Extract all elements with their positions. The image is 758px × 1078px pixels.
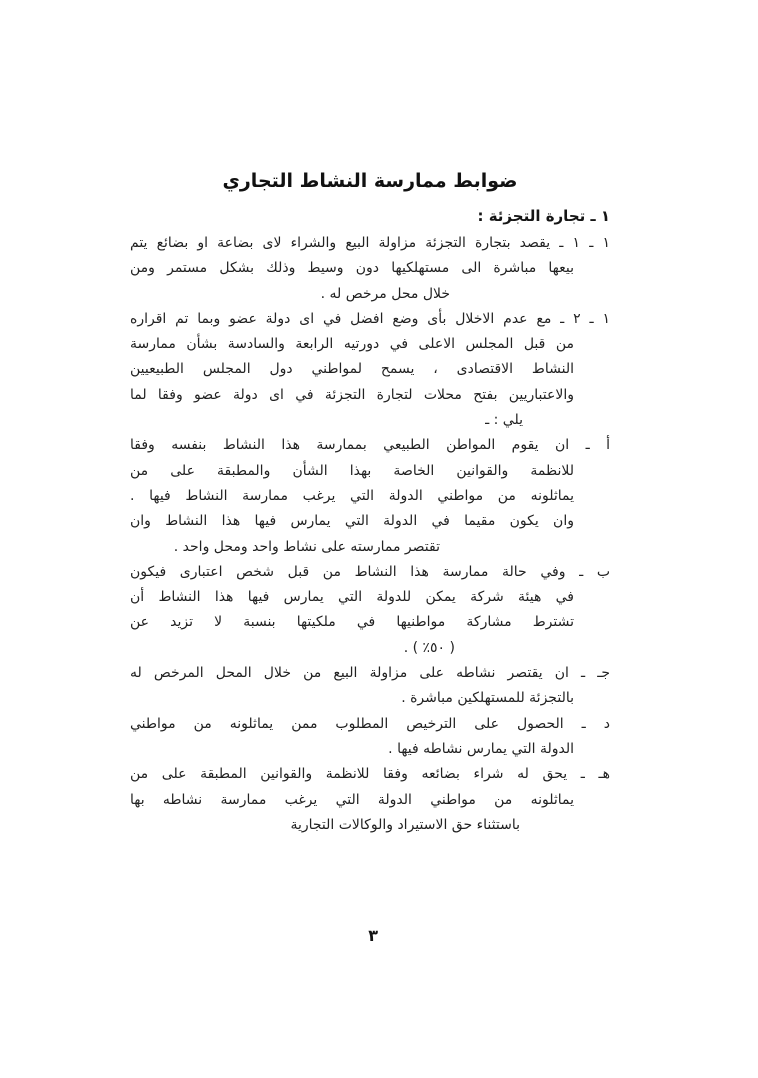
clause-dal [130,712,610,763]
page-title: ضوابط ممارسة النشاط التجاري [222,170,518,192]
text-line: ١ ـ ٢ ـ مع عدم الاخلال بأى وضع افضل في اى دولة عضو وبما تم اقراره [130,310,610,327]
text-line: خلال محل مرخص له . [320,285,450,302]
clause-b [130,560,610,661]
text-line: تشترط مشاركة مواطنيها في ملكيتها بنسبة لا تزيد عن [130,614,574,631]
text-line: بيعها مباشرة الى مستهلكيها دون وسيط وذلك بشكل مستمر ومن [130,260,574,277]
text-line: النشاط الاقتصادى ، يسمح لمواطني دول المجلس الطبيعيين [130,361,574,378]
text-line: وان يكون مقيما في الدولة التي يمارس فيها هذا النشاط وان [130,513,574,530]
clause-ha [130,762,610,838]
text-line: بالتجزئة للمستهلكين مباشرة . [401,690,574,707]
text-line: يلي : ـ [485,412,523,429]
text-line: والاعتباريين بفتح محلات لتجارة التجزئة في اى دولة عضو وفقا لما [130,386,574,403]
clause-a [130,433,610,559]
text-line: ١ ـ ١ ـ يقصد بتجارة التجزئة مزاولة البيع والشراء لاى بضاعة او بضائع يتم [130,235,610,251]
text-line: أ ـ ان يقوم المواطن الطبيعي بممارسة هذا النشاط بنفسه وفقا [130,437,610,454]
text-line: ( ٥٠٪ ) . [403,639,455,656]
text-line: جـ ـ ان يقتصر نشاطه على مزاولة البيع من خلال المحل المرخص له [130,665,610,682]
text-line: في هيئة شركة يمكن للدولة التي يمارس فيها هذا النشاط أن [130,589,574,606]
paragraph-1-2 [130,307,610,433]
text-line: من قبل المجلس الاعلى في دورتيه الرابعة والسادسة بشأن ممارسة [130,336,574,353]
text-line: يماثلونه من مواطني الدولة التي يرغب ممارسة النشاط فيها . [130,487,574,504]
text-line: د ـ الحصول على الترخيص المطلوب ممن يماثلونه من مواطني [130,715,610,732]
paragraph-1-1 [130,231,610,307]
text-line: باستثناء حق الاستيراد والوكالات التجارية [290,816,520,833]
section-heading: ١ ـ تجارة التجزئة : [477,207,610,225]
text-line: يماثلونه من مواطني الدولة التي يرغب ممارسة نشاطه بها [130,791,574,808]
clause-jeem [130,661,610,712]
page-number: ٣ [368,926,378,945]
text-line: ب ـ وفي حالة ممارسة هذا النشاط من قبل شخص اعتبارى فيكون [130,563,610,580]
text-line: تقتصر ممارسته على نشاط واحد ومحل واحد . [173,538,440,555]
text-line: للانظمة والقوانين الخاصة بهذا الشأن والمطبقة على من [130,462,574,479]
text-line: الدولة التي يمارس نشاطه فيها . [388,740,574,757]
document-body [130,203,610,838]
text-line: هـ ـ يحق له شراء بضائعه وفقا للانظمة والقوانين المطبقة على من [130,766,610,783]
